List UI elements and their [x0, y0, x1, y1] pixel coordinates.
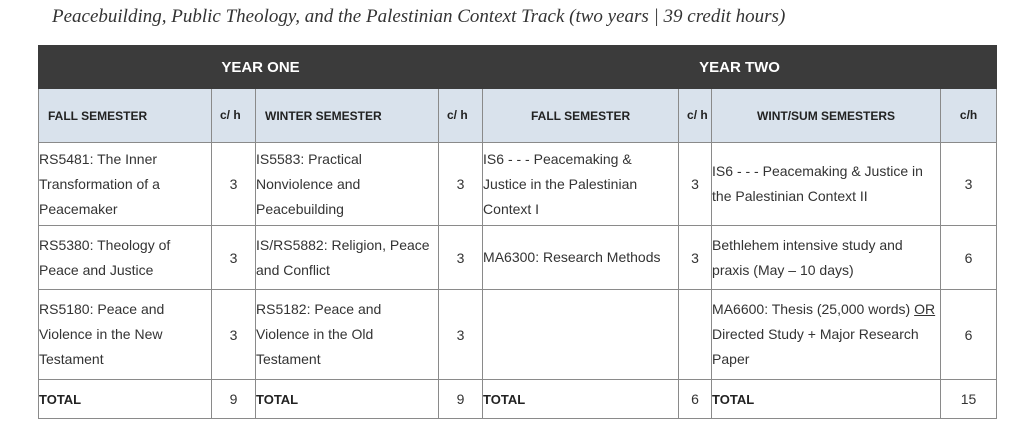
track-caption: Peacebuilding, Public Theology, and the Palestinian Context Track (two years | 39 credit hours) [52, 6, 786, 27]
semester-header: FALL SEMESTER [483, 89, 679, 143]
course-cell: RS5481: The Inner Transformation of a Peacemaker [39, 143, 212, 226]
curriculum-table [38, 45, 997, 419]
total-credits: 9 [439, 380, 483, 419]
semester-header: WINT/SUM SEMESTERS [712, 89, 941, 143]
credit-cell: 3 [212, 226, 256, 290]
semester-header: WINTER SEMESTER [256, 89, 439, 143]
course-cell: RS5182: Peace and Violence in the Old Testament [256, 290, 439, 380]
credit-cell: 3 [212, 143, 256, 226]
credit-cell: 3 [439, 226, 483, 290]
credit-cell: 3 [439, 143, 483, 226]
credit-cell: 3 [679, 143, 712, 226]
course-cell: IS6 - - - Peacemaking & Justice in the Palestinian Context I [483, 143, 679, 226]
total-label: TOTAL [39, 380, 212, 419]
credit-cell: 3 [679, 226, 712, 290]
total-credits: 6 [679, 380, 712, 419]
total-label: TOTAL [712, 380, 941, 419]
year-two-header: YEAR TWO [483, 46, 997, 89]
credit-hours-header: c/ h [439, 89, 483, 143]
credit-cell: 6 [941, 290, 997, 380]
course-cell: IS/RS5882: Religion, Peace and Conflict [256, 226, 439, 290]
year-header-row [39, 46, 997, 89]
course-cell: IS5583: Practical Nonviolence and Peacebuilding [256, 143, 439, 226]
course-cell: RS5380: Theology of Peace and Justice [39, 226, 212, 290]
year-one-header: YEAR ONE [39, 46, 483, 89]
semester-header: FALL SEMESTER [39, 89, 212, 143]
course-cell [712, 290, 941, 380]
total-row [39, 380, 997, 419]
credit-cell: 3 [941, 143, 997, 226]
course-text: MA6600: Thesis (25,000 words) [712, 301, 915, 317]
total-label: TOTAL [483, 380, 679, 419]
semester-header-row [39, 89, 997, 143]
course-cell: MA6300: Research Methods [483, 226, 679, 290]
total-credits: 9 [212, 380, 256, 419]
course-cell: RS5180: Peace and Violence in the New Testament [39, 290, 212, 380]
credit-cell: 3 [439, 290, 483, 380]
course-cell: Bethlehem intensive study and praxis (May – 10 days) [712, 226, 941, 290]
credit-cell-empty [679, 290, 712, 380]
table-row [39, 290, 997, 380]
table-row [39, 226, 997, 290]
underlined-or: OR [914, 301, 936, 317]
total-label: TOTAL [256, 380, 439, 419]
course-cell-empty [483, 290, 679, 380]
credit-hours-header: c/ h [212, 89, 256, 143]
credit-cell: 6 [941, 226, 997, 290]
table-row [39, 143, 997, 226]
credit-cell: 3 [212, 290, 256, 380]
course-cell: IS6 - - - Peacemaking & Justice in the Palestinian Context II [712, 143, 941, 226]
total-credits: 15 [941, 380, 997, 419]
credit-hours-header: c/h [941, 89, 997, 143]
course-text: Directed Study + Major Research Paper [712, 326, 919, 367]
credit-hours-header: c/ h [679, 89, 712, 143]
